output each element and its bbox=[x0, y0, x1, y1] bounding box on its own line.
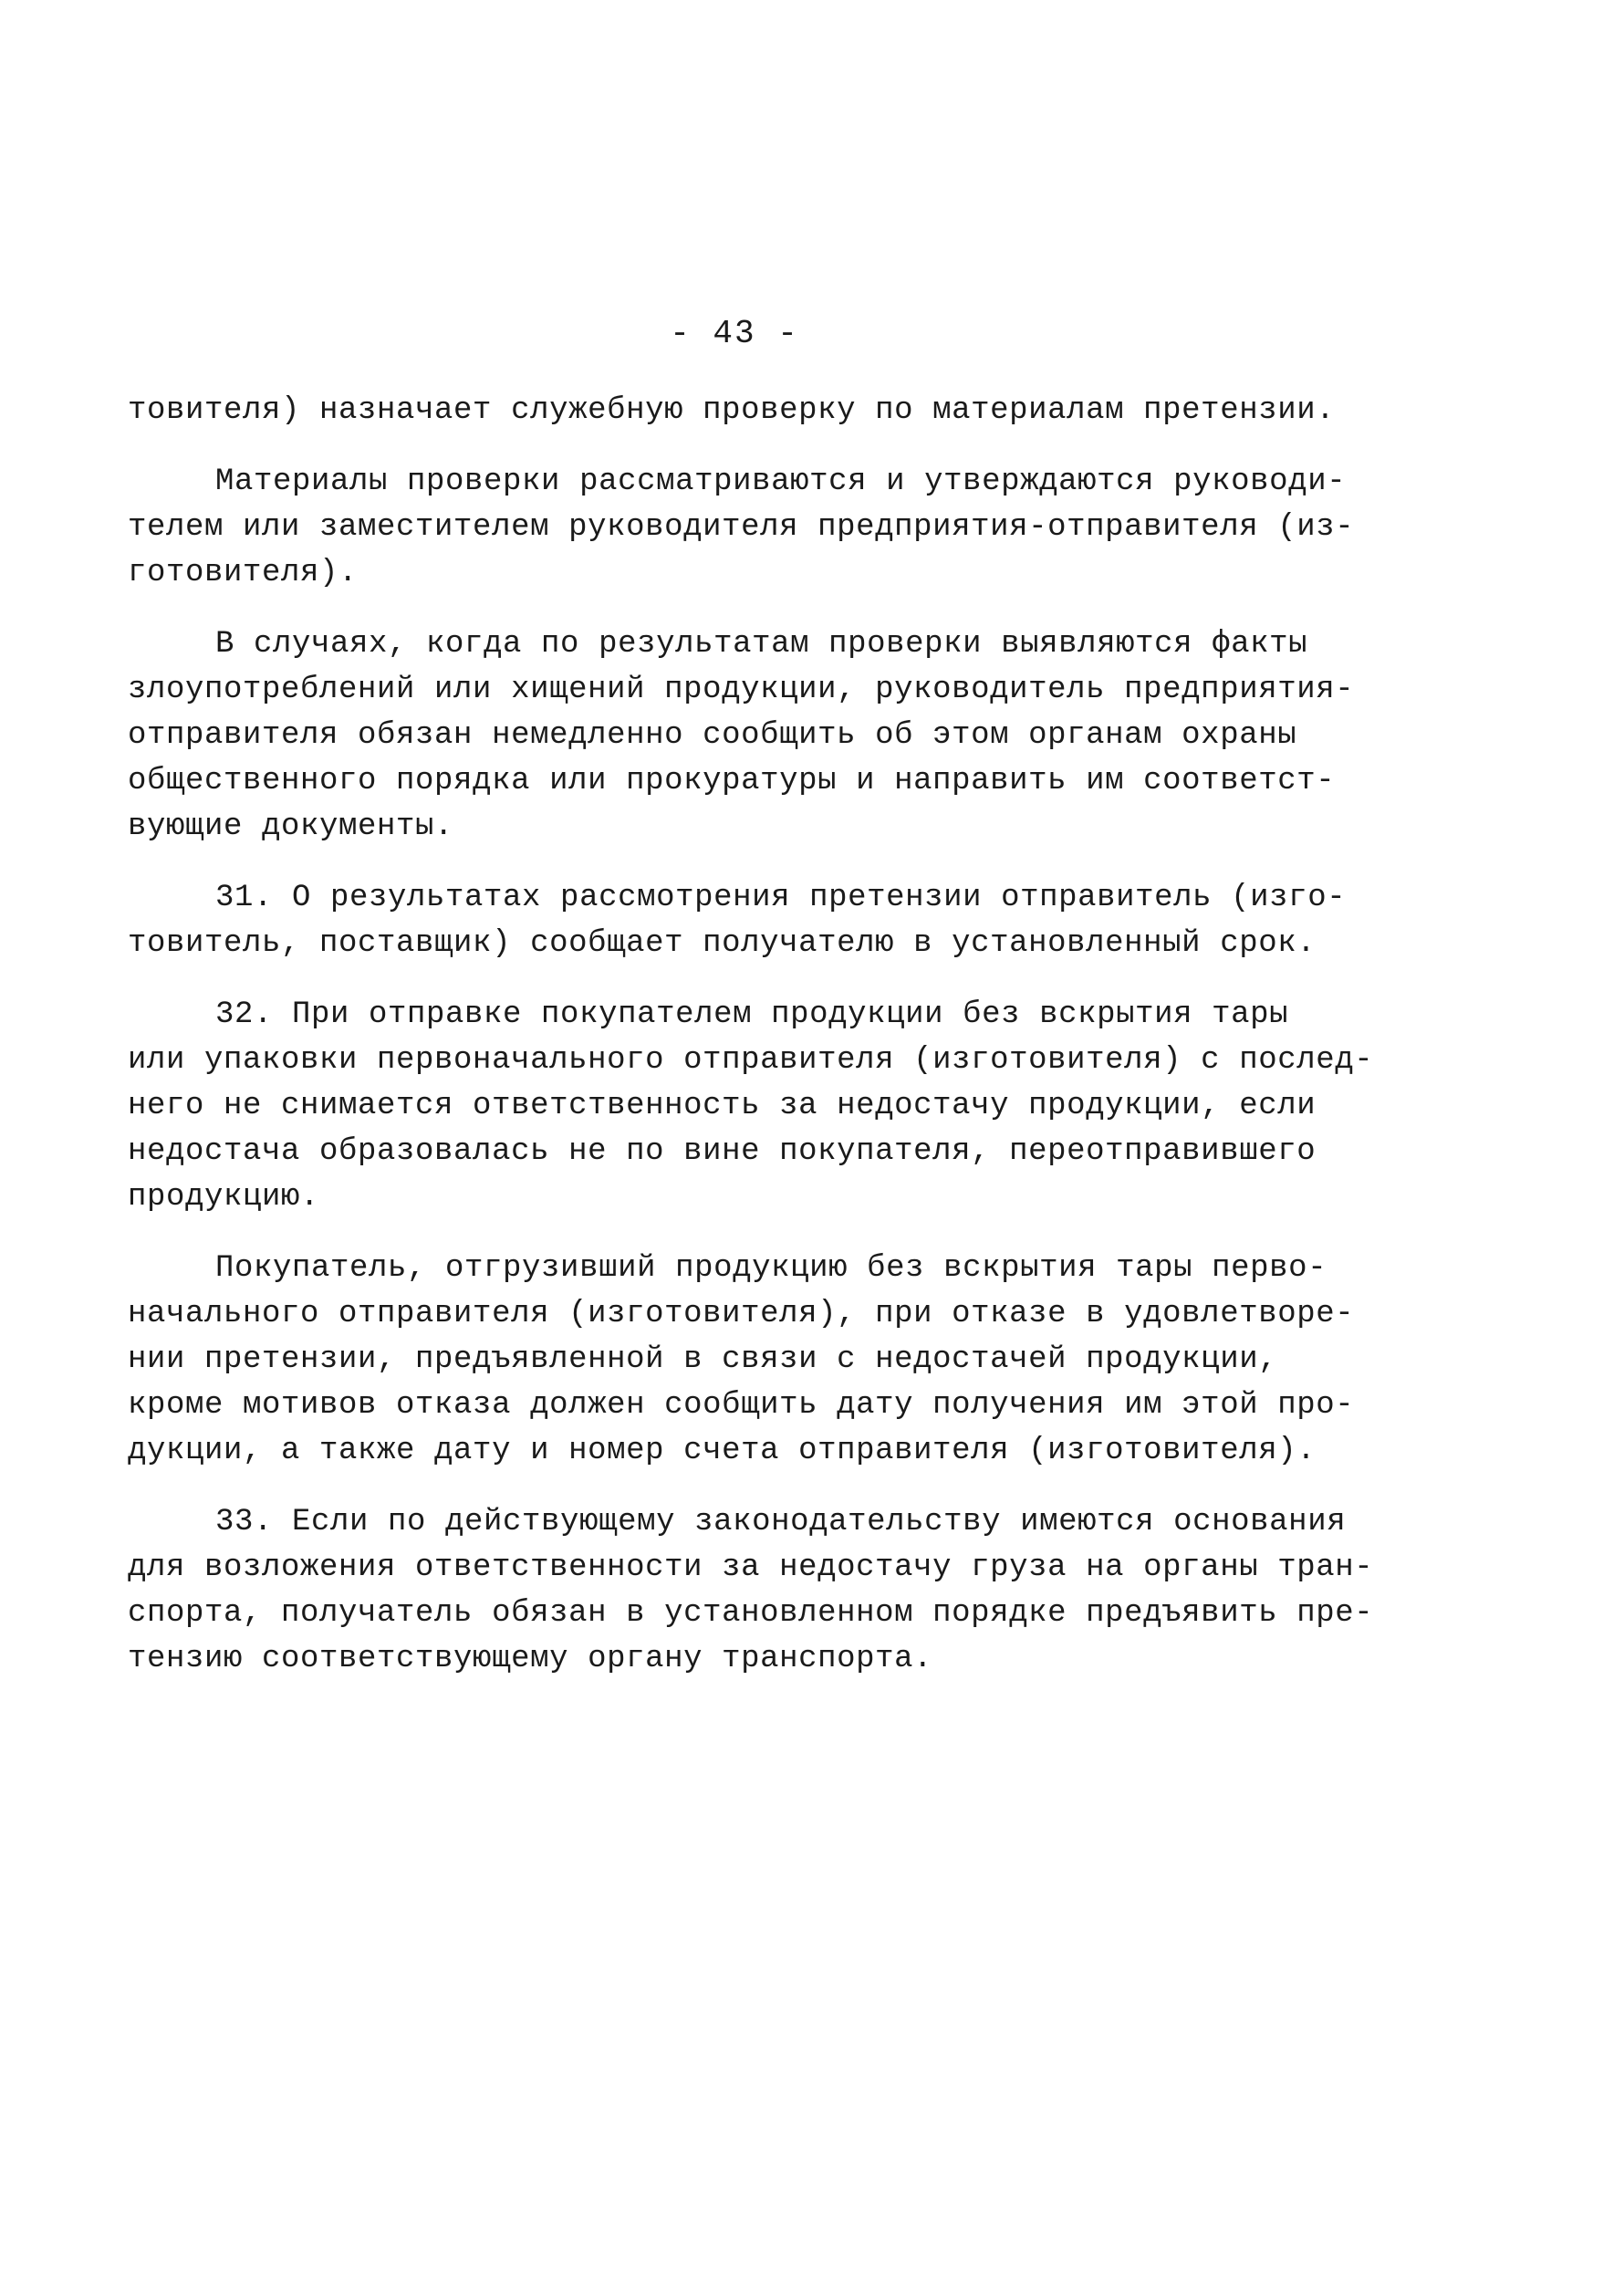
text-line: или упаковки первоначального отправителя (изготовителя) с послед- bbox=[128, 1043, 1374, 1078]
text-line: спорта, получатель обязан в установленном порядке предъявить пре- bbox=[128, 1596, 1374, 1631]
text-line: отправителя обязан немедленно сообщить об этом органам охраны bbox=[128, 718, 1297, 753]
paragraph-first-line: 33. Если по действующему законодательству имеются основания bbox=[215, 1505, 1347, 1539]
paragraph-first-line: 31. О результатах рассмотрения претензии отправитель (изго- bbox=[215, 881, 1347, 915]
text-line: кроме мотивов отказа должен сообщить дату получения им этой про- bbox=[128, 1388, 1355, 1423]
text-line: продукцию. bbox=[128, 1180, 320, 1215]
paragraph-first-line: 32. При отправке покупателем продукции без вскрытия тары bbox=[215, 997, 1289, 1032]
text-line: для возложения ответственности за недостачу груза на органы тран- bbox=[128, 1550, 1374, 1585]
text-line: него не снимается ответственность за недостачу продукции, если bbox=[128, 1089, 1317, 1123]
text-line: готовителя). bbox=[128, 556, 359, 590]
page-number: - 43 - bbox=[670, 315, 799, 352]
text-line: общественного порядка или прокуратуры и направить им соответст- bbox=[128, 764, 1336, 798]
text-line: недостача образовалась не по вине покупателя, переотправившего bbox=[128, 1134, 1317, 1169]
paragraph-first-line: В случаях, когда по результатам проверки выявляются факты bbox=[215, 627, 1308, 662]
text-line: вующие документы. bbox=[128, 809, 454, 844]
paragraph-first-line: Материалы проверки рассматриваются и утверждаются руководи- bbox=[215, 464, 1347, 499]
text-line: тензию соответствующему органу транспорта. bbox=[128, 1642, 933, 1676]
paragraph-first-line: Покупатель, отгрузивший продукцию без вскрытия тары перво- bbox=[215, 1251, 1327, 1286]
text-line: товителя) назначает служебную проверку по материалам претензии. bbox=[128, 393, 1336, 428]
text-line: телем или заместителем руководителя предприятия-отправителя (из- bbox=[128, 510, 1355, 545]
text-line: товитель, поставщик) сообщает получателю в установленный срок. bbox=[128, 926, 1317, 961]
text-line: нии претензии, предъявленной в связи с недостачей продукции, bbox=[128, 1342, 1278, 1377]
text-line: злоупотреблений или хищений продукции, руководитель предприятия- bbox=[128, 673, 1355, 707]
text-line: дукции, а также дату и номер счета отправителя (изготовителя). bbox=[128, 1434, 1317, 1468]
text-line: начального отправителя (изготовителя), при отказе в удовлетворе- bbox=[128, 1297, 1355, 1331]
